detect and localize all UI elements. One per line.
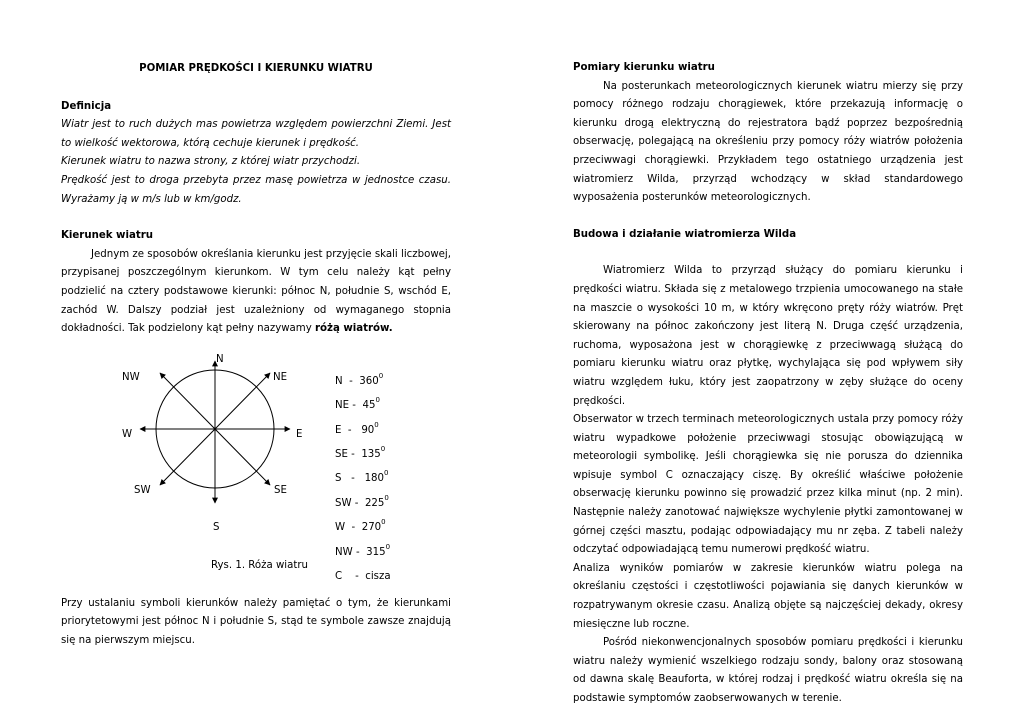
definition-text-1: Wiatr jest to ruch dużych mas powietrza względem powierzchni Ziemi. Jest to wielkość wektorowa, którą cechuje kierunek i prędkość.	[61, 119, 451, 149]
wild-paragraph-2: Obserwator w trzech terminach meteorologicznych ustala przy pomocy róży wiatru wypadkowe położenie przeciwwagi stosując obowiązującą w meteorologii symbolikę. Jeśli chorągiewka się nie porusza do dziennika wpisuje symbol C oznaczający ciszę. By określić właściwe położenie obserwację kierunku powinno się prowadzić przez kilka minut (np. 2 min). Następnie należy zanotować największe wychylenie płytki zamontowanej w górnej części masztu, podając odpowiadający mu nr zęba. Z tabeli należy odczytać odpowiadającą temu numerowi prędkość wiatru.	[573, 414, 963, 556]
definition-text-2: Kierunek wiatru to nazwa strony, z której wiatr przychodzi.	[61, 156, 361, 168]
legend-row: SW - $225^0$	[335, 493, 389, 509]
arrow-ne	[215, 373, 270, 429]
document-title: POMIAR PRĘDKOŚCI I KIERUNKU WIATRU	[139, 63, 373, 74]
direction-legend	[335, 367, 391, 587]
definition-text-3: Prędkość jest to droga przebyta przez masę powietrza w jednostce czasu. Wyrażamy ją w m/s lub w km/godz.	[61, 174, 451, 205]
rose-label-s: S	[213, 521, 220, 533]
wind-rose-term: różą wiatrów.	[315, 323, 393, 335]
wild-heading: Budowa i działanie wiatromierza Wilda	[573, 228, 797, 240]
arrow-se	[215, 429, 270, 485]
measurement-heading: Pomiary kierunku wiatru	[573, 62, 715, 73]
legend-row: NE - $45^0$	[335, 396, 380, 412]
rose-label-sw: SW	[134, 484, 151, 496]
rose-label-ne: NE	[273, 371, 288, 383]
direction-paragraph	[61, 246, 451, 339]
legend-row: NW - $315^0$	[335, 542, 391, 558]
definition-heading: Definicja	[61, 100, 112, 112]
legend-row: C - cisza	[335, 570, 391, 582]
legend-row: S - $180^0$	[335, 469, 389, 485]
wind-rose-figure	[61, 351, 451, 582]
arrow-sw	[160, 429, 215, 485]
rose-label-w: W	[122, 428, 133, 440]
figure-caption: Rys. 1. Róża wiatru	[211, 559, 309, 571]
final-paragraph: Przy ustalaniu symboli kierunków należy pamiętać o tym, że kierunkami priorytetowymi jest północ N i południe S, stąd te symbole zawsze znajdują się na pierwszym miejscu.	[61, 597, 451, 646]
right-column	[573, 52, 963, 709]
legend-row: W - $270^0$	[335, 518, 386, 534]
direction-text: Jednym ze sposobów określania kierunku jest przyjęcie skali liczbowej, przypisanej poszczególnym kierunkom. W tym celu należy kąt pełny podzielić na cztery podstawowe kierunki: północ N, południe S, wschód E, zachód W. Dalszy podział jest uzależniony od wymaganego stopnia dokładności. Tak podzielony kąt pełny nazywamy	[61, 248, 451, 335]
legend-row: N - $360^0$	[335, 371, 384, 387]
wild-paragraph-1: Wiatromierz Wilda to przyrząd służący do pomiaru kierunku i prędkości wiatru. Składa się z metalowego trzpienia umocowanego na stałe na maszcie o wysokości 10 m, w który wkręcono pręty róży wiatrów. Pręt skierowany na północ zakończony jest literą N. Druga część urządzenia, ruchoma, wyposażona jest w chorągiewkę z przeciwwagą służącą do pomiaru kierunku wiatru oraz płytkę, wychylająca się pod wpływem siły wiatru względem łuku, który jest zaopatrzony w zęby służące do oceny prędkości.	[573, 265, 963, 407]
methods-paragraph: Pośród niekonwencjonalnych sposobów pomiaru prędkości i kierunku wiatru należy wymienić wszelkiego rodzaju sondy, balony oraz stosowaną od dawna skalę Beauforta, w której rodzaj i prędkość wiatru określa się na podstawie symptomów zaobserwowanych w terenie.	[573, 637, 963, 704]
arrow-nw	[160, 373, 215, 429]
rose-label-nw: NW	[122, 371, 140, 383]
legend-row: E - $90^0$	[335, 420, 379, 436]
rose-label-e: E	[296, 428, 303, 440]
rose-label-se: SE	[274, 484, 287, 496]
analysis-paragraph: Analiza wyników pomiarów w zakresie kierunków wiatru polega na określaniu częstości i częstotliwości pojawiania się danych kierunków w rozpatrywanym okresie czasu. Analizą objęte są najczęściej dekady, okresy miesięczne lub roczne.	[573, 562, 963, 630]
rose-label-n: N	[216, 353, 224, 365]
left-column	[61, 52, 451, 651]
legend-row: SE - $135^0$	[335, 444, 386, 460]
wind-rose-diagram	[118, 351, 318, 531]
measurement-paragraph: Na posterunkach meteorologicznych kierunek wiatru mierzy się przy pomocy różnego rodzaju chorągiewek, które przekazują informację o kierunku drogą elektryczną do rejestratora bądź poprzez bezpośrednią obserwację, polegającą na określeniu przy pomocy róży wiatrów położenia przeciwwagi chorągiewki. Przykładem tego ostatniego urządzenia jest wiatromierz Wilda, przyrząd wchodzący w skład standardowego wyposażenia posterunków meteorologicznych.	[573, 80, 963, 204]
direction-heading: Kierunek wiatru	[61, 230, 153, 242]
